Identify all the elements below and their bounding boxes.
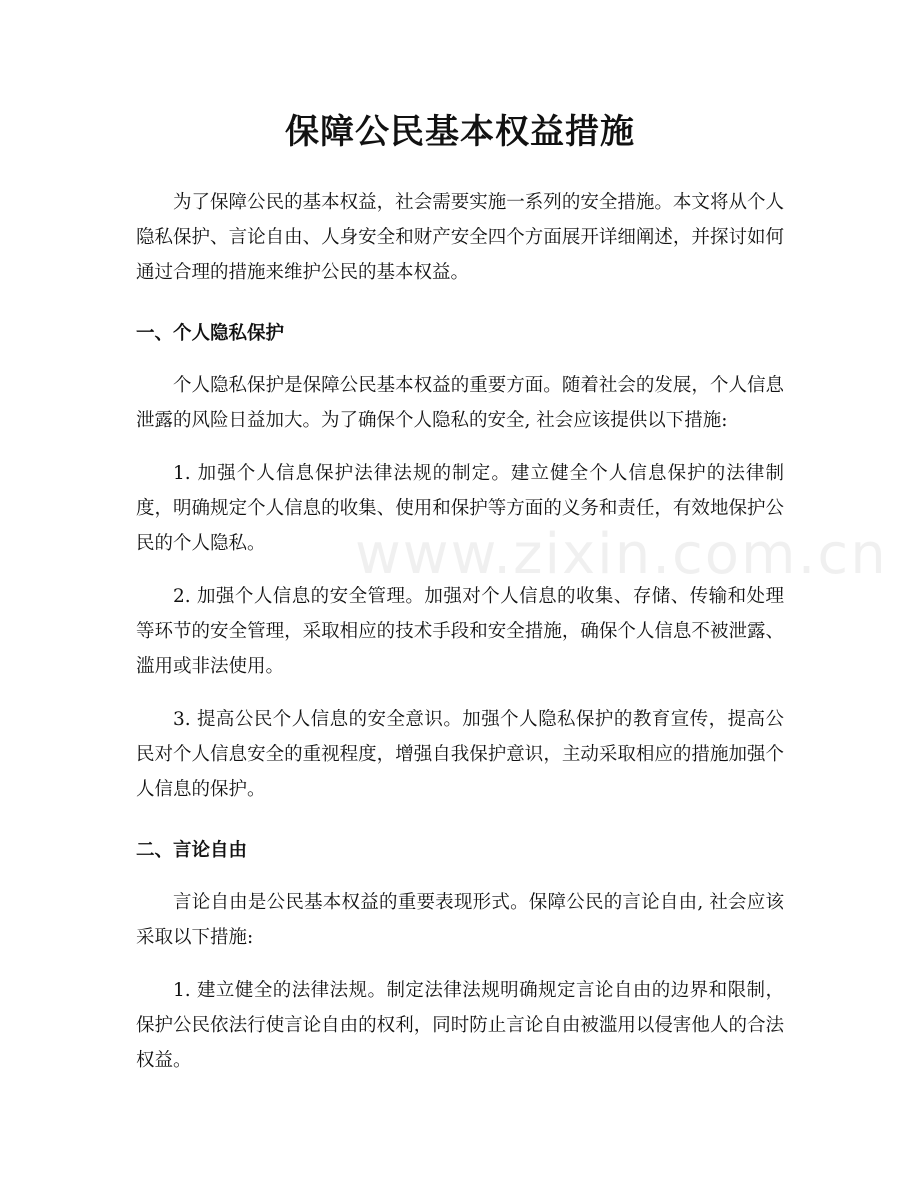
speech-paragraph-intro: 言论自由是公民基本权益的重要表现形式。保障公民的言论自由, 社会应该采取以下措施: (136, 892, 784, 948)
section-heading-speech: 二、言论自由 (136, 840, 248, 861)
privacy-measure-1: 1. 加强个人信息保护法律法规的制定。建立健全个人信息保护的法律制度，明确规定个人信息的收集、使用和保护等方面的义务和责任，有效地保护公民的个人隐私。 (136, 463, 784, 554)
privacy-measure-2: 2. 加强个人信息的安全管理。加强对个人信息的收集、存储、传输和处理等环节的安全管理，采取相应的技术手段和安全措施，确保个人信息不被泄露、滥用或非法使用。 (136, 586, 784, 677)
watermark-text: www.zixin.com.cn (355, 522, 888, 587)
document-title: 保障公民基本权益措施 (285, 112, 635, 152)
intro-paragraph: 为了保障公民的基本权益，社会需要实施一系列的安全措施。本文将从个人隐私保护、言论自由、人身安全和财产安全四个方面展开详细阐述，并探讨如何通过合理的措施来维护公民的基本权益。 (136, 192, 784, 283)
section-heading-privacy: 一、个人隐私保护 (136, 323, 285, 344)
privacy-measure-3: 3. 提高公民个人信息的安全意识。加强个人隐私保护的教育宣传，提高公民对个人信息安全的重视程度，增强自我保护意识，主动采取相应的措施加强个人信息的保护。 (136, 709, 784, 800)
speech-measure-1: 1. 建立健全的法律法规。制定法律法规明确规定言论自由的边界和限制，保护公民依法行使言论自由的权利，同时防止言论自由被滥用以侵害他人的合法权益。 (136, 980, 784, 1071)
privacy-paragraph-intro: 个人隐私保护是保障公民基本权益的重要方面。随着社会的发展，个人信息泄露的风险日益加大。为了确保个人隐私的安全, 社会应该提供以下措施: (136, 375, 784, 431)
